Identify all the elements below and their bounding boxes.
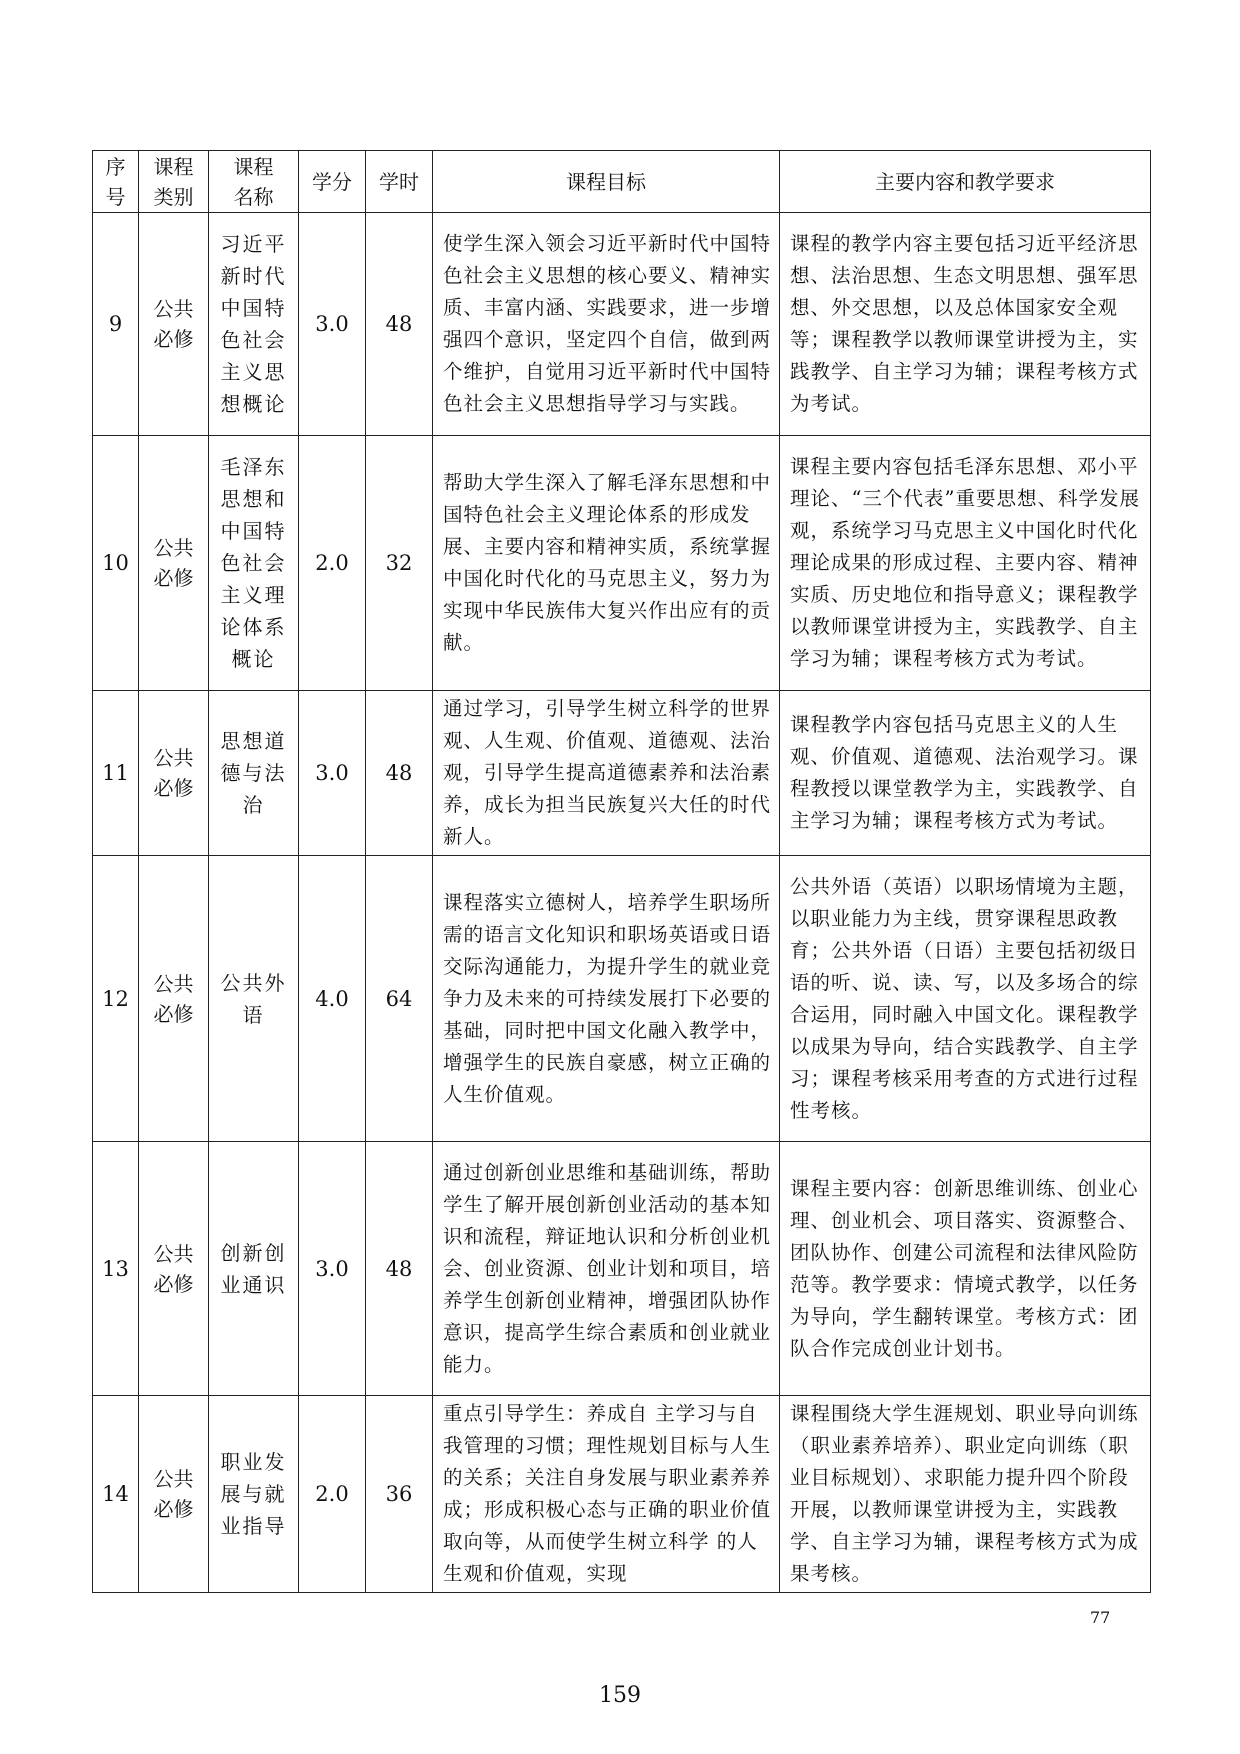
table-row [93,1142,1151,1396]
row-objective: 课程落实立德树人，培养学生职场所需的语言文化知识和职场英语或日语交际沟通能力，为提升学生的就业竞争力及未来的可持续发展打下必要的基础，同时把中国文化融入教学中，增强学生的民族自豪感，树立正确的人生价值观。 [433,856,780,1142]
header-name: 课程 名称 [209,151,299,213]
row-objective: 帮助大学生深入了解毛泽东思想和中国特色社会主义理论体系的形成发展、主要内容和精神实质，系统掌握中国化时代化的马克思主义，努力为实现中华民族伟大复兴作出应有的贡献。 [433,436,780,691]
header-category: 课程 类别 [139,151,209,213]
row-course-name: 毛泽东 思想和 中国特 色社会 主义理 论体系 概论 [209,436,299,691]
row-course-name: 思想道 德与法 治 [209,691,299,856]
header-row [93,151,1151,213]
row-objective: 通过学习，引导学生树立科学的世界观、人生观、价值观、道德观、法治观，引导学生提高道德素养和法治素养，成长为担当民族复兴大任的时代新人。 [433,691,780,856]
table-row [93,691,1151,856]
row-category: 公共 必修 [139,436,209,691]
row-credits: 4.0 [299,856,366,1142]
row-number: 9 [93,213,139,436]
row-category: 公共 必修 [139,691,209,856]
row-course-name: 职业发 展与就 业指导 [209,1396,299,1593]
row-content: 课程主要内容包括毛泽东思想、邓小平理论、“三个代表”重要思想、科学发展观，系统学习马克思主义中国化时代化理论成果的形成过程、主要内容、精神实质、历史地位和指导意义；课程教学以教师课堂讲授为主，实践教学、自主学习为辅；课程考核方式为考试。 [780,436,1151,691]
row-number: 10 [93,436,139,691]
row-hours: 48 [366,1142,433,1396]
row-content: 课程教学内容包括马克思主义的人生观、价值观、道德观、法治观学习。课程教授以课堂教学为主，实践教学、自主学习为辅；课程考核方式为考试。 [780,691,1151,856]
row-course-name: 公共外 语 [209,856,299,1142]
header-hours: 学时 [366,151,433,213]
row-objective: 通过创新创业思维和基础训练，帮助学生了解开展创新创业活动的基本知识和流程，辩证地认识和分析创业机会、创业资源、创业计划和项目，培养学生创新创业精神，增强团队协作意识，提高学生综合素质和创业就业能力。 [433,1142,780,1396]
row-course-name: 创新创 业通识 [209,1142,299,1396]
row-content: 课程主要内容：创新思维训练、创业心理、创业机会、项目落实、资源整合、团队协作、创建公司流程和法律风险防范等。教学要求：情境式教学，以任务为导向，学生翻转课堂。考核方式：团队合作完成创业计划书。 [780,1142,1151,1396]
table-row [93,213,1151,436]
row-credits: 3.0 [299,213,366,436]
row-objective: 重点引导学生：养成自 主学习与自我管理的习惯；理性规划目标与人生的关系；关注自身发展与职业素养养成；形成积极心态与正确的职业价值取向等，从而使学生树立科学 的人生观和价值观，实现 [433,1396,780,1593]
row-content: 课程的教学内容主要包括习近平经济思想、法治思想、生态文明思想、强军思想、外交思想，以及总体国家安全观等；课程教学以教师课堂讲授为主，实践教学、自主学习为辅；课程考核方式为考试。 [780,213,1151,436]
row-number: 13 [93,1142,139,1396]
row-number: 14 [93,1396,139,1593]
row-category: 公共 必修 [139,1396,209,1593]
row-content: 课程围绕大学生涯规划、职业导向训练（职业素养培养）、职业定向训练（职业目标规划）、求职能力提升四个阶段开展，以教师课堂讲授为主，实践教学、自主学习为辅，课程考核方式为成果考核。 [780,1396,1151,1593]
row-number: 12 [93,856,139,1142]
row-course-name: 习近平 新时代 中国特 色社会 主义思 想概论 [209,213,299,436]
header-content: 主要内容和教学要求 [780,151,1151,213]
row-category: 公共 必修 [139,213,209,436]
row-credits: 2.0 [299,436,366,691]
row-credits: 3.0 [299,691,366,856]
page-number: 159 [599,1683,641,1708]
course-table [92,150,1151,1593]
row-hours: 36 [366,1396,433,1593]
inner-page-number: 77 [1090,1608,1111,1627]
row-credits: 2.0 [299,1396,366,1593]
row-hours: 32 [366,436,433,691]
row-credits: 3.0 [299,1142,366,1396]
row-hours: 48 [366,213,433,436]
table-row [93,436,1151,691]
row-number: 11 [93,691,139,856]
row-hours: 64 [366,856,433,1142]
table-row [93,856,1151,1142]
header-no: 序 号 [93,151,139,213]
row-category: 公共 必修 [139,856,209,1142]
header-objective: 课程目标 [433,151,780,213]
header-credits: 学分 [299,151,366,213]
row-objective: 使学生深入领会习近平新时代中国特色社会主义思想的核心要义、精神实质、丰富内涵、实践要求，进一步增强四个意识，坚定四个自信，做到两个维护，自觉用习近平新时代中国特色社会主义思想指导学习与实践。 [433,213,780,436]
row-content: 公共外语（英语）以职场情境为主题，以职业能力为主线，贯穿课程思政教育；公共外语（日语）主要包括初级日语的听、说、读、写，以及多场合的综合运用，同时融入中国文化。课程教学以成果为导向，结合实践教学、自主学习；课程考核采用考查的方式进行过程性考核。 [780,856,1151,1142]
row-category: 公共 必修 [139,1142,209,1396]
table-row [93,1396,1151,1593]
row-hours: 48 [366,691,433,856]
